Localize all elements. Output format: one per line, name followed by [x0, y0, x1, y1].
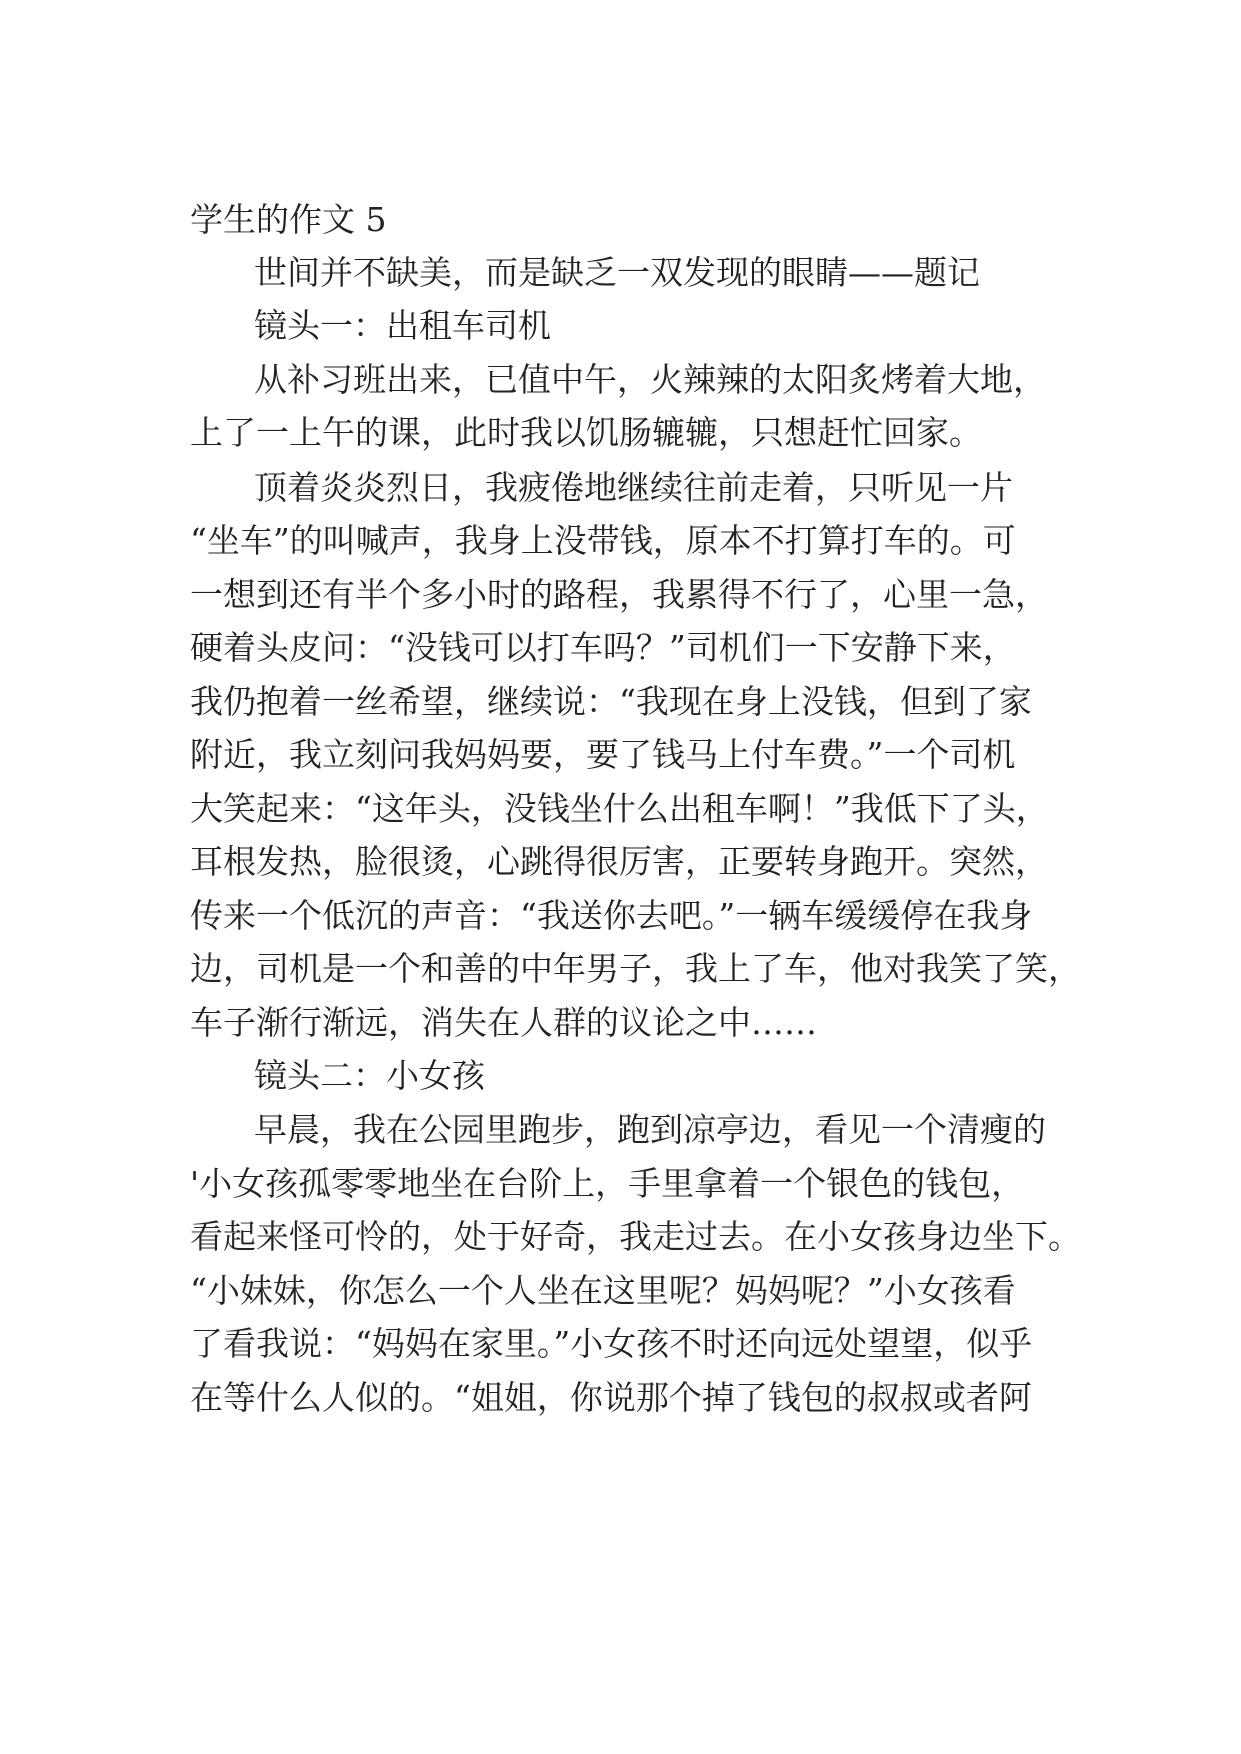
section2-heading: 镜头二：小女孩 — [254, 1056, 485, 1095]
paragraph-line: 了看我说：“妈妈在家里。”小女孩不时还向远处望望，似乎 — [190, 1324, 1033, 1363]
paragraph-line: 顶着炎炎烈日，我疲倦地继续往前走着，只听见一片 — [254, 468, 1013, 507]
paragraph-line: 耳根发热，脸很烫，心跳得很厉害，正要转身跑开。突然， — [190, 842, 1048, 881]
paragraph-line: 附近，我立刻问我妈妈要，要了钱马上付车费。”一个司机 — [190, 735, 1016, 774]
paragraph-line: 车子渐行渐远，消失在人群的议论之中…… — [190, 1003, 817, 1042]
paragraph-line: 看起来怪可怜的，处于好奇，我走过去。在小女孩身边坐下。 — [190, 1217, 1081, 1256]
paragraph-line: “小妹妹，你怎么一个人坐在这里呢？妈妈呢？”小女孩看 — [190, 1271, 1016, 1310]
paragraph-line: 早晨，我在公园里跑步，跑到凉亭边，看见一个清瘦的 — [254, 1110, 1046, 1149]
paragraph-line: 我仍抱着一丝希望，继续说：“我现在身上没钱，但到了家 — [190, 682, 1032, 721]
paragraph-line: 在等什么人似的。“姐姐，你说那个掉了钱包的叔叔或者阿 — [190, 1378, 1032, 1417]
section1-heading: 镜头一：出租车司机 — [254, 306, 551, 345]
paragraph-line: 从补习班出来，已值中午，火辣辣的太阳炙烤着大地， — [254, 360, 1046, 399]
paragraph-line: 传来一个低沉的声音：“我送你去吧。”一辆车缓缓停在我身 — [190, 896, 1033, 935]
paragraph-line: 上了一上午的课，此时我以饥肠辘辘，只想赶忙回家。 — [190, 413, 982, 452]
epigraph: 世间并不缺美，而是缺乏一双发现的眼睛——题记 — [254, 253, 980, 292]
document-title: 学生的作文 5 — [190, 200, 387, 239]
paragraph-line: '小女孩孤零零地坐在台阶上，手里拿着一个银色的钱包， — [190, 1164, 1025, 1203]
paragraph-line: 大笑起来：“这年头，没钱坐什么出租车啊！”我低下了头， — [190, 789, 1049, 828]
paragraph-line: “坐车”的叫喊声，我身上没带钱，原本不打算打车的。可 — [190, 521, 1016, 560]
paragraph-line: 边，司机是一个和善的中年男子，我上了车，他对我笑了笑， — [190, 949, 1081, 988]
paragraph-line: 一想到还有半个多小时的路程，我累得不行了，心里一急， — [190, 575, 1048, 614]
paragraph-line: 硬着头皮问：“没钱可以打车吗？”司机们一下安静下来， — [190, 628, 1016, 667]
